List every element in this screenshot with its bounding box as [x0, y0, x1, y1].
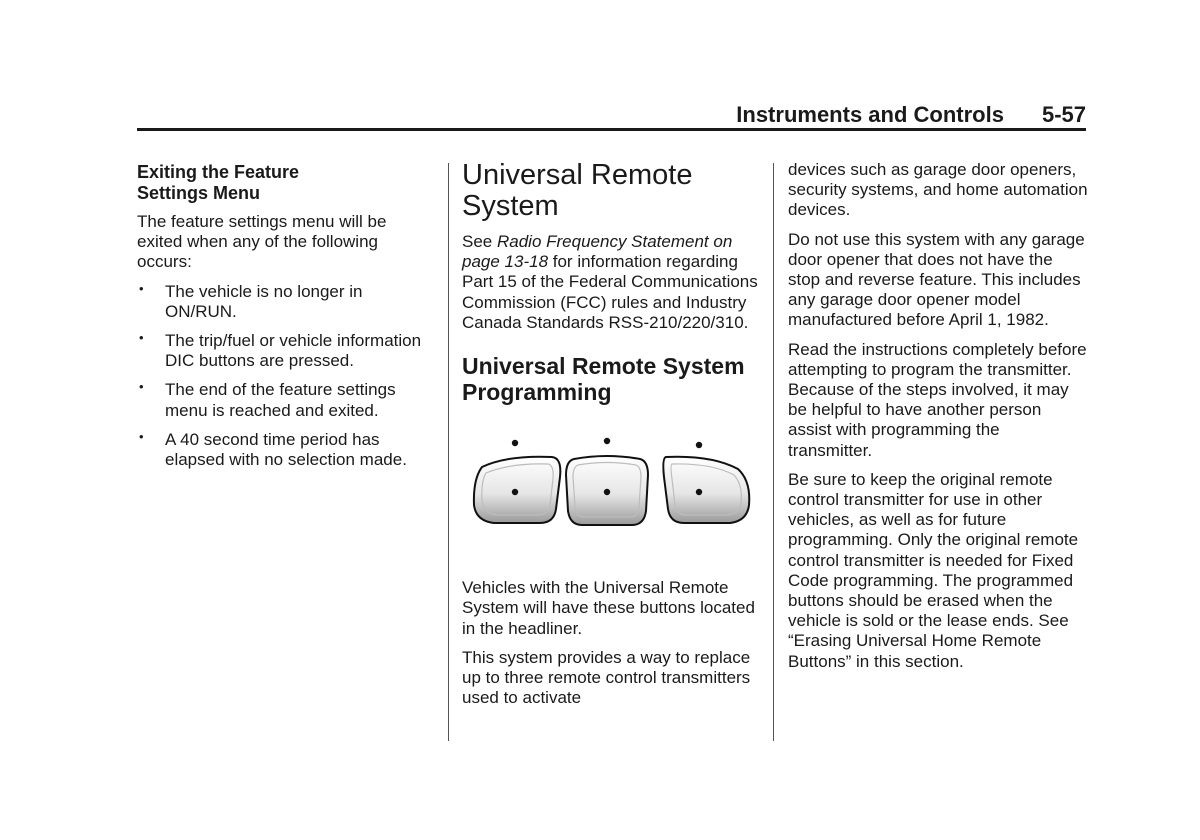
remote-button-1 — [474, 457, 560, 523]
headliner-buttons-illustration — [462, 437, 762, 557]
column-divider — [448, 163, 449, 741]
section-heading — [137, 162, 432, 204]
remote-button-2 — [566, 456, 648, 525]
section-title: Instruments and Controls — [736, 102, 1004, 127]
subtitle-line: Universal Remote System — [462, 353, 745, 380]
cross-reference: Radio Frequency Statement on page 13-18 — [462, 232, 733, 272]
bullet-icon: • — [139, 428, 144, 444]
heading-line: Exiting the Feature — [137, 162, 300, 182]
intro-paragraph: The feature settings menu will be exited when any of the following occurs: — [137, 212, 387, 272]
subsection-heading — [462, 353, 762, 405]
warning-paragraph: Do not use this system with any garage door opener that does not have the stop and reverse feature. This includes any garage door opener model manufactured before April 1, 1982. — [788, 229, 1085, 330]
paragraph-text: for information regarding Part 15 of the Federal Communications Commission (FCC) rules and Industry Canada Standards RSS-210/220/310. — [462, 252, 758, 332]
title-line: System — [462, 190, 559, 222]
column-1 — [137, 160, 432, 479]
subtitle-line: Programming — [462, 379, 612, 406]
list-item-text: The vehicle is no longer in ON/RUN. — [165, 281, 363, 321]
page-title — [462, 160, 762, 222]
list-item-text: A 40 second time period has elapsed with no selection made. — [165, 429, 407, 470]
page-header — [137, 100, 1086, 128]
indicator-dot-icon — [512, 440, 518, 446]
devices-paragraph: devices such as garage door openers, security systems, and home automation devices. — [788, 160, 1088, 220]
indicator-dot-icon — [696, 442, 702, 448]
list-item — [137, 430, 432, 470]
column-2 — [462, 160, 762, 717]
list-item — [137, 380, 432, 420]
system-paragraph: This system provides a way to replace up to three remote control transmitters used to activate — [462, 647, 751, 708]
list-item-text: The trip/fuel or vehicle information DIC buttons are pressed. — [165, 331, 422, 371]
indicator-dot-icon — [604, 438, 610, 444]
title-line: Universal Remote — [462, 159, 693, 191]
keep-transmitter-paragraph: Be sure to keep the original remote control transmitter for use in other vehicles, as well as for future programming. Only the original remote control transmitter is needed for Fixed Code programming. The programmed buttons should be erased when the vehicle is sold or the lease ends. See “Erasing Universal Home Remote Buttons” in this section. — [788, 469, 1079, 671]
bullet-list — [137, 282, 432, 471]
list-item-text: The end of the feature settings menu is reached and exited. — [165, 380, 396, 420]
list-item — [137, 282, 432, 322]
page-number: 5-57 — [1041, 102, 1086, 127]
vehicles-paragraph: Vehicles with the Universal Remote System will have these buttons located in the headliner. — [462, 578, 755, 638]
bullet-icon: • — [139, 379, 144, 395]
header-rule — [137, 128, 1086, 131]
see-text: See — [462, 232, 497, 251]
remote-button-3 — [663, 457, 749, 523]
column-divider — [773, 163, 774, 741]
bullet-icon: • — [139, 280, 144, 296]
heading-line: Settings Menu — [137, 183, 261, 203]
fcc-paragraph — [462, 232, 762, 333]
list-item — [137, 331, 432, 371]
bullet-icon: • — [139, 330, 144, 346]
column-3 — [788, 160, 1088, 681]
instructions-paragraph: Read the instructions completely before attempting to program the transmitter. Because of the steps involved, it may be helpful to have another person assist with programming the transmitter. — [788, 339, 1087, 460]
